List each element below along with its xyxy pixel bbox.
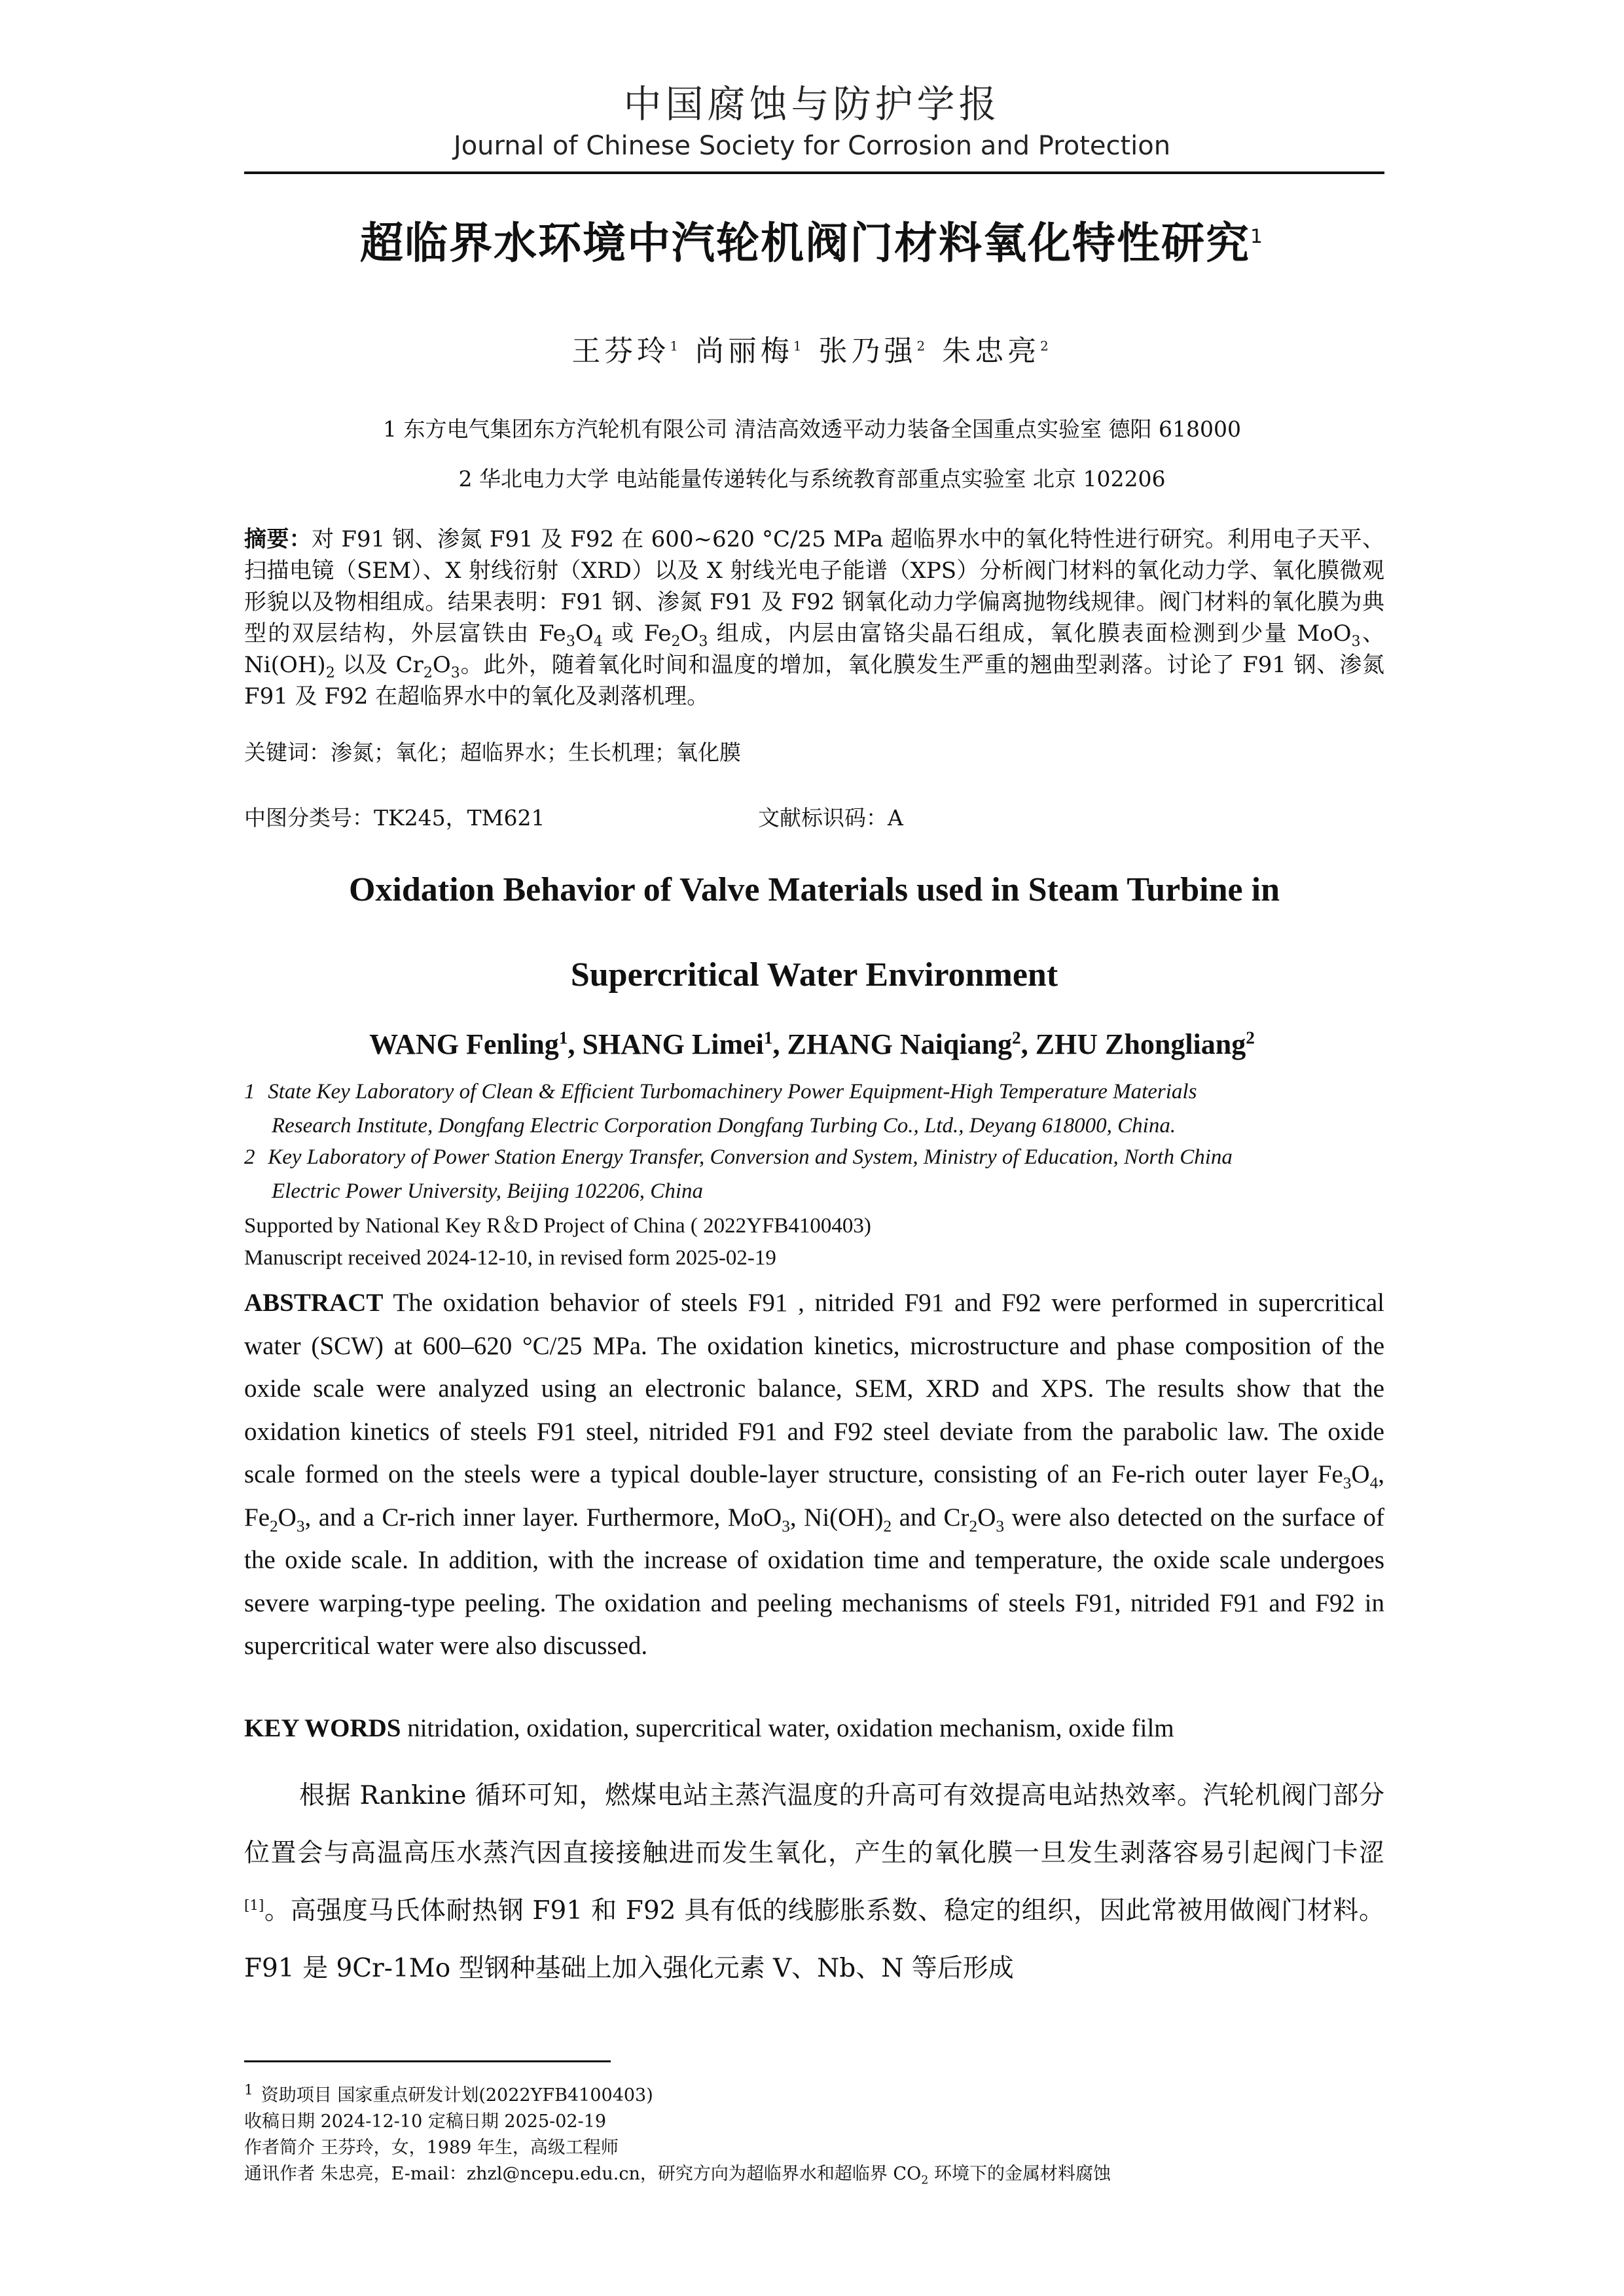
formula: MoO$_3$ [727, 1503, 790, 1535]
footnote-rule [244, 2060, 611, 2062]
clc-number: 中图分类号：TK245，TM621 [244, 805, 545, 831]
abstract-en: ABSTRACT The oxidation behavior of steels F91 , nitrided F91 and F92 were performed in supercritical water (SCW) at 600–620 °C/25 MPa. The oxidation kinetics, microstructure and phase composition of the oxide scale were analyzed using an electronic balance, SEM, XRD and XPS. The results show that the oxidation kinetics of steels F91 steel, nitrided F91 and F92 steel deviate from the parabolic law. The oxide scale formed on the steels were a typical double-layer structure, consisting of an Fe-rich outer layer $Fe_3O_4$, $Fe_2O_3$, and a Cr-rich inner layer. Furthermore, MoO$_3$, $Ni(OH)_2$ and $Cr_2O_3$ were also detected on the surface of the oxide scale. In addition, with the increase of oxidation time and temperature, the oxide scale undergoes severe warping-type peeling. The oxidation and peeling mechanisms of steels F91, nitrided F91 and F92 in supercritical water were also discussed. [244, 1289, 1385, 1660]
author-en: SHANG Limei [582, 1028, 764, 1060]
author-cn: 王芬玲 [571, 334, 670, 368]
footnote-corresponding: 通讯作者 朱忠亮，E-mail：zhzl@ncepu.edu.cn，研究方向为超临界水和超临界 $CO_2$ 环境下的金属材料腐蚀 [244, 2164, 1111, 2187]
footnote-author-intro: 作者简介 王芬玲，女，1989 年生，高级工程师 [244, 2138, 619, 2158]
author-cn: 朱忠亮 [942, 334, 1041, 368]
author-en: ZHANG Naiqiang [787, 1028, 1013, 1060]
paper-title-en-line-2: Supercritical Water Environment [570, 956, 1058, 994]
formula: $Cr_2O_3$ [943, 1503, 1005, 1535]
author-cn-aff: 2 [916, 338, 929, 354]
abstract-cn-label: 摘要： [244, 526, 312, 552]
authors-cn [0, 327, 1624, 369]
paper-title-cn [0, 208, 1624, 270]
affiliation-en-1: 1 State Key Laboratory of Clean & Efficient Turbomachinery Power Equipment-High Temperature Materials Research Institute, Dongfang Electric Corporation Dongfang Turbing Co., Ltd., Deyang 618000, China. [244, 1080, 1197, 1138]
abstract-cn-text: 以及 [334, 652, 396, 678]
footnote-dates: 收稿日期 2024-12-10 定稿日期 2025-02-19 [244, 2111, 607, 2132]
formula: $Cr_2O_3$ [395, 652, 460, 681]
funding-statement: Supported by National Key R＆D Project of China ( 2022YFB4100403) [244, 1214, 871, 1238]
author-cn-aff: 1 [670, 338, 682, 354]
header-rule [244, 171, 1384, 174]
formula: $Ni(OH)_2$ [804, 1503, 892, 1535]
formula: $Fe_2O_3$ [244, 1503, 305, 1535]
abstract-en-label: ABSTRACT [244, 1289, 384, 1317]
keywords-cn-text: 渗氮；氧化；超临界水；生长机理；氧化膜 [331, 740, 741, 765]
abstract-cn-text: 或 [602, 620, 644, 647]
abstract-cn-text: 组成，内层由富铬尖晶石组成，氧化膜表面检测到少量 [708, 620, 1297, 647]
author-cn: 尚丽梅 [695, 334, 793, 368]
author-cn-aff: 2 [1040, 338, 1053, 354]
affiliation-cn-2: 2 华北电力大学 电站能量传递转化与系统教育部重点实验室 北京 102206 [458, 466, 1166, 492]
author-en: WANG Fenling [369, 1028, 559, 1060]
keywords-en [244, 1713, 1384, 1743]
abstract-cn [244, 524, 1384, 712]
paper-title-cn-text: 超临界水环境中汽轮机阀门材料氧化特性研究 [360, 218, 1251, 268]
abstract-cn-text: 。此外，随着氧化时间和温度的增加，氧化膜发生严重的翘曲型剥落。讨论了 F91 钢、渗氮 F91 及 F92 在超临界水中的氧化及剥落机理。 [244, 652, 1384, 709]
keywords-en-label: KEY WORDS [244, 1714, 401, 1742]
affiliation-en-2: 2 Key Laboratory of Power Station Energy Transfer, Conversion and System, Ministry of Education, North China Electric Power University, Beijing 102206, China [244, 1145, 1233, 1203]
journal-title-en: Journal of Chinese Society for Corrosion and Protection [453, 131, 1171, 161]
paper-title-en-line-1: Oxidation Behavior of Valve Materials used in Steam Turbine in [348, 871, 1280, 908]
title-footnote-mark: 1 [1250, 225, 1264, 248]
formula: $Fe_2O_3$ [643, 620, 708, 650]
abstract-cn-text: 、 [1360, 620, 1385, 647]
keywords-en-text: nitridation, oxidation, supercritical water, oxidation mechanism, oxide film [401, 1714, 1174, 1742]
footnote-funding: $^1$ 资助项目 国家重点研发计划(2022YFB4100403) [244, 2082, 653, 2106]
author-cn: 张乃强 [818, 334, 917, 368]
manuscript-dates: Manuscript received 2024-12-10, in revised form 2025-02-19 [244, 1246, 776, 1270]
formula: $Fe_3O_4$ [538, 620, 603, 650]
author-en: ZHU Zhongliang [1035, 1028, 1246, 1060]
keywords-cn [244, 737, 1384, 768]
abstract-cn-text: 对 F91 钢、渗氮 F91 及 F92 在 600~620 °C/25 MPa 超临界水中的氧化特性进行研究。利用电子天平、扫描电镜（SEM）、X 射线衍射（XRD）以及 X 射线光电子能谱（XPS）分析阀门材料的氧化动力学、氧化膜微观形貌以及物相组成。结果表明：F91 钢、渗氮 F91 及 F92 钢氧化动力学偏离抛物线规律。阀门材料的氧化膜为典型的双层结构，外层富铁由 [244, 526, 1384, 647]
footnotes [244, 2077, 1384, 2187]
formula: $Fe_3O_4$ [1317, 1460, 1379, 1492]
document-code: 文献标识码：A [758, 805, 903, 831]
keywords-cn-label: 关键词： [244, 740, 331, 765]
journal-title-cn: 中国腐蚀与防护学报 [623, 82, 1001, 126]
authors-en: WANG Fenling$^1$, SHANG Limei$^1$, ZHANG Naiqiang$^2$, ZHU Zhongliang$^2$ [369, 1028, 1255, 1060]
body-paragraph: 根据 Rankine 循环可知，燃煤电站主蒸汽温度的升高可有效提高电站热效率。汽轮机阀门部分位置会与高温高压水蒸汽因直接接触进而发生氧化，产生的氧化膜一旦发生剥落容易引起阀门卡涩[1]。高强度马氏体耐热钢 F91 和 F92 具有低的线膨胀系数、稳定的组织，因此常被用做阀门材料。F91 是 9Cr-1Mo 型钢种基础上加入强化元素 V、Nb、N 等后形成 [244, 1781, 1384, 1983]
formula: $Ni(OH)_2$ [244, 652, 335, 681]
affiliation-cn-1: 1 东方电气集团东方汽轮机有限公司 清洁高效透平动力装备全国重点实验室 德阳 618000 [383, 416, 1241, 442]
citation-ref[interactable]: [1] [244, 1897, 264, 1914]
formula: MoO$_3$ [1297, 620, 1361, 650]
author-cn-aff: 1 [793, 338, 806, 354]
